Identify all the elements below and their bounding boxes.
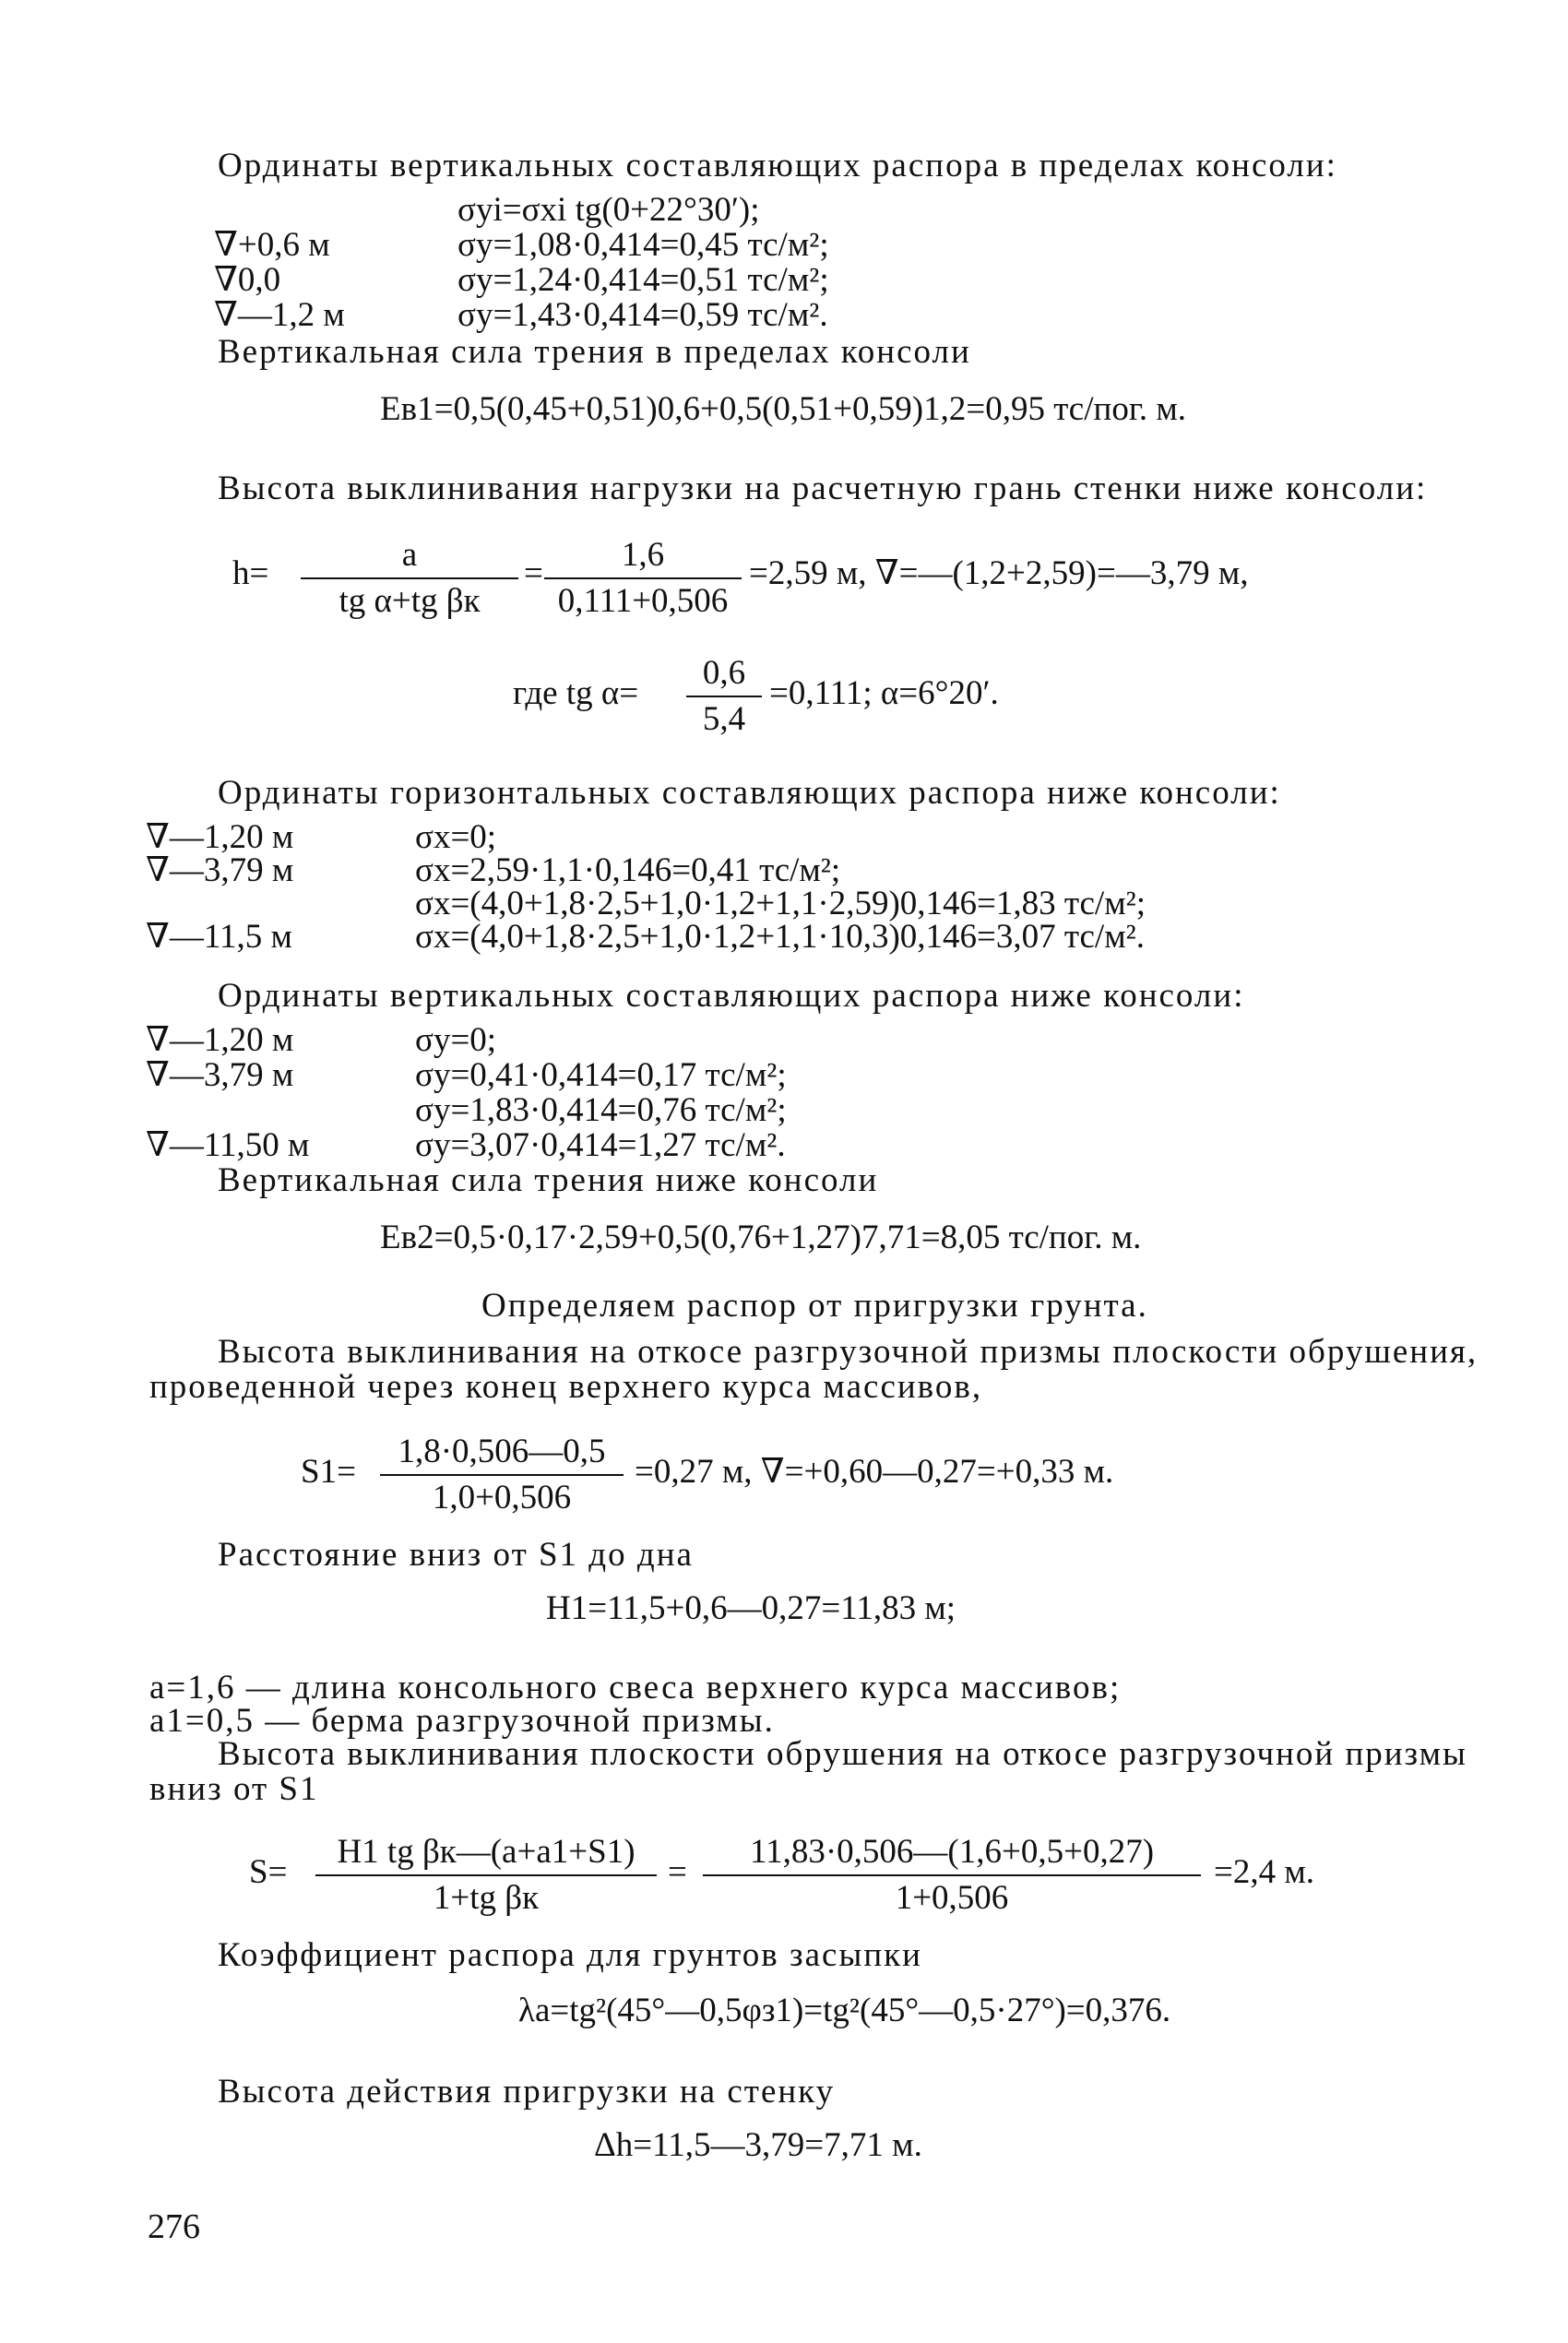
formula-operator: = bbox=[524, 554, 543, 592]
fraction-denominator: 1+tg βк bbox=[433, 1879, 540, 1917]
paragraph-line: Ординаты вертикальных составляющих распора в пределах консоли: bbox=[218, 147, 1337, 184]
paragraph-line: a=1,6 — длина консольного свеса верхнего курса массивов; bbox=[149, 1669, 1122, 1707]
elevation-label: ∇—11,50 м bbox=[146, 1126, 310, 1164]
fraction-numerator: 11,83·0,506—(1,6+0,5+0,27) bbox=[703, 1832, 1201, 1876]
formula-line: Eв1=0,5(0,45+0,51)0,6+0,5(0,51+0,59)1,2=0,95 тс/пог. м. bbox=[380, 390, 1186, 428]
fraction bbox=[703, 1832, 1201, 1919]
fraction-numerator: 1,6 bbox=[544, 535, 742, 579]
paragraph-line: Высота выклинивания на откосе разгрузочной призмы плоскости обрушения, bbox=[218, 1333, 1479, 1371]
formula-line: σy=1,43·0,414=0,59 тс/м². bbox=[457, 296, 828, 334]
paragraph-line: Расстояние вниз от S1 до дна bbox=[218, 1536, 694, 1574]
paragraph-line: вниз от S1 bbox=[149, 1770, 319, 1808]
paragraph-line: Высота действия пригрузки на стенку bbox=[218, 2073, 836, 2111]
paragraph-line: Ординаты вертикальных составляющих распора ниже консоли: bbox=[218, 977, 1245, 1015]
formula-rhs: =2,4 м. bbox=[1214, 1853, 1315, 1891]
formula-line: λa=tg²(45°—0,5φз1)=tg²(45°—0,5·27°)=0,376. bbox=[518, 1992, 1171, 2029]
paragraph-line: Вертикальная сила трения в пределах консоли bbox=[218, 333, 971, 371]
paragraph-line: проведенной через конец верхнего курса массивов, bbox=[149, 1368, 983, 1406]
paragraph-line: Вертикальная сила трения ниже консоли bbox=[218, 1161, 879, 1199]
formula-lhs: S= bbox=[249, 1853, 288, 1891]
fraction-denominator: 1,0+0,506 bbox=[432, 1479, 572, 1516]
formula-operator: = bbox=[668, 1853, 687, 1891]
fraction bbox=[686, 653, 762, 740]
formula-rhs: =0,111; α=6°20′. bbox=[769, 674, 999, 712]
formula-line: σx=0; bbox=[415, 818, 497, 856]
formula-line: Eв2=0,5·0,17·2,59+0,5(0,76+1,27)7,71=8,05 тс/пог. м. bbox=[380, 1219, 1142, 1256]
formula-line: σy=1,08·0,414=0,45 тс/м²; bbox=[457, 226, 829, 264]
formula-line: H1=11,5+0,6—0,27=11,83 м; bbox=[546, 1589, 956, 1627]
formula-rhs: =0,27 м, ∇=+0,60—0,27=+0,33 м. bbox=[635, 1453, 1114, 1491]
formula-line: σx=(4,0+1,8·2,5+1,0·1,2+1,1·2,59)0,146=1,83 тс/м²; bbox=[415, 885, 1146, 922]
fraction-numerator: a bbox=[301, 535, 518, 579]
fraction-denominator: 5,4 bbox=[702, 700, 746, 738]
elevation-label: ∇—1,20 м bbox=[146, 818, 294, 856]
formula-line: σy=1,24·0,414=0,51 тс/м²; bbox=[457, 261, 829, 299]
fraction-denominator: tg α+tg βк bbox=[339, 582, 481, 620]
elevation-label: ∇—3,79 м bbox=[146, 851, 294, 889]
paragraph-line: a1=0,5 — берма разгрузочной призмы. bbox=[149, 1702, 775, 1740]
formula-line: σy=0; bbox=[415, 1021, 497, 1059]
formula-line: σy=3,07·0,414=1,27 тс/м². bbox=[415, 1126, 786, 1164]
fraction bbox=[315, 1832, 657, 1919]
elevation-label: ∇—1,20 м bbox=[146, 1021, 294, 1059]
formula-line: Δh=11,5—3,79=7,71 м. bbox=[594, 2126, 922, 2164]
paragraph-line: Высота выклинивания нагрузки на расчетную грань стенки ниже консоли: bbox=[218, 470, 1428, 507]
page-number: 276 bbox=[148, 2207, 200, 2246]
formula-line: σx=(4,0+1,8·2,5+1,0·1,2+1,1·10,3)0,146=3,07 тс/м². bbox=[415, 918, 1145, 956]
fraction bbox=[544, 535, 742, 622]
formula-rhs: =2,59 м, ∇=—(1,2+2,59)=—3,79 м, bbox=[749, 554, 1249, 592]
elevation-label: ∇—1,2 м bbox=[214, 296, 345, 334]
fraction bbox=[301, 535, 518, 622]
formula-line: σy=1,83·0,414=0,76 тс/м²; bbox=[415, 1091, 787, 1129]
elevation-label: ∇+0,6 м bbox=[214, 226, 330, 264]
fraction bbox=[380, 1432, 624, 1518]
elevation-label: ∇—3,79 м bbox=[146, 1056, 294, 1094]
fraction-denominator: 1+0,506 bbox=[895, 1879, 1009, 1917]
formula-line: σy=0,41·0,414=0,17 тс/м²; bbox=[415, 1056, 787, 1094]
formula-lhs: h= bbox=[232, 554, 269, 592]
paragraph-line: Коэффициент распора для грунтов засыпки bbox=[218, 1936, 922, 1974]
section-heading: Определяем распор от пригрузки грунта. bbox=[481, 1287, 1148, 1325]
formula-line: σyi=σxi tg(0+22°30′); bbox=[457, 191, 760, 229]
formula-lhs: где tg α= bbox=[513, 674, 639, 712]
fraction-denominator: 0,111+0,506 bbox=[557, 582, 729, 620]
formula-lhs: S1= bbox=[301, 1453, 356, 1491]
formula-line: σx=2,59·1,1·0,146=0,41 тс/м²; bbox=[415, 851, 841, 889]
elevation-label: ∇—11,5 м bbox=[146, 918, 292, 956]
elevation-label: ∇0,0 bbox=[214, 261, 281, 299]
fraction-numerator: H1 tg βк—(a+a1+S1) bbox=[315, 1832, 657, 1876]
fraction-numerator: 1,8·0,506—0,5 bbox=[380, 1432, 624, 1476]
paragraph-line: Высота выклинивания плоскости обрушения на откосе разгрузочной призмы bbox=[218, 1735, 1467, 1773]
paragraph-line: Ординаты горизонтальных составляющих распора ниже консоли: bbox=[218, 774, 1281, 812]
fraction-numerator: 0,6 bbox=[686, 653, 762, 697]
